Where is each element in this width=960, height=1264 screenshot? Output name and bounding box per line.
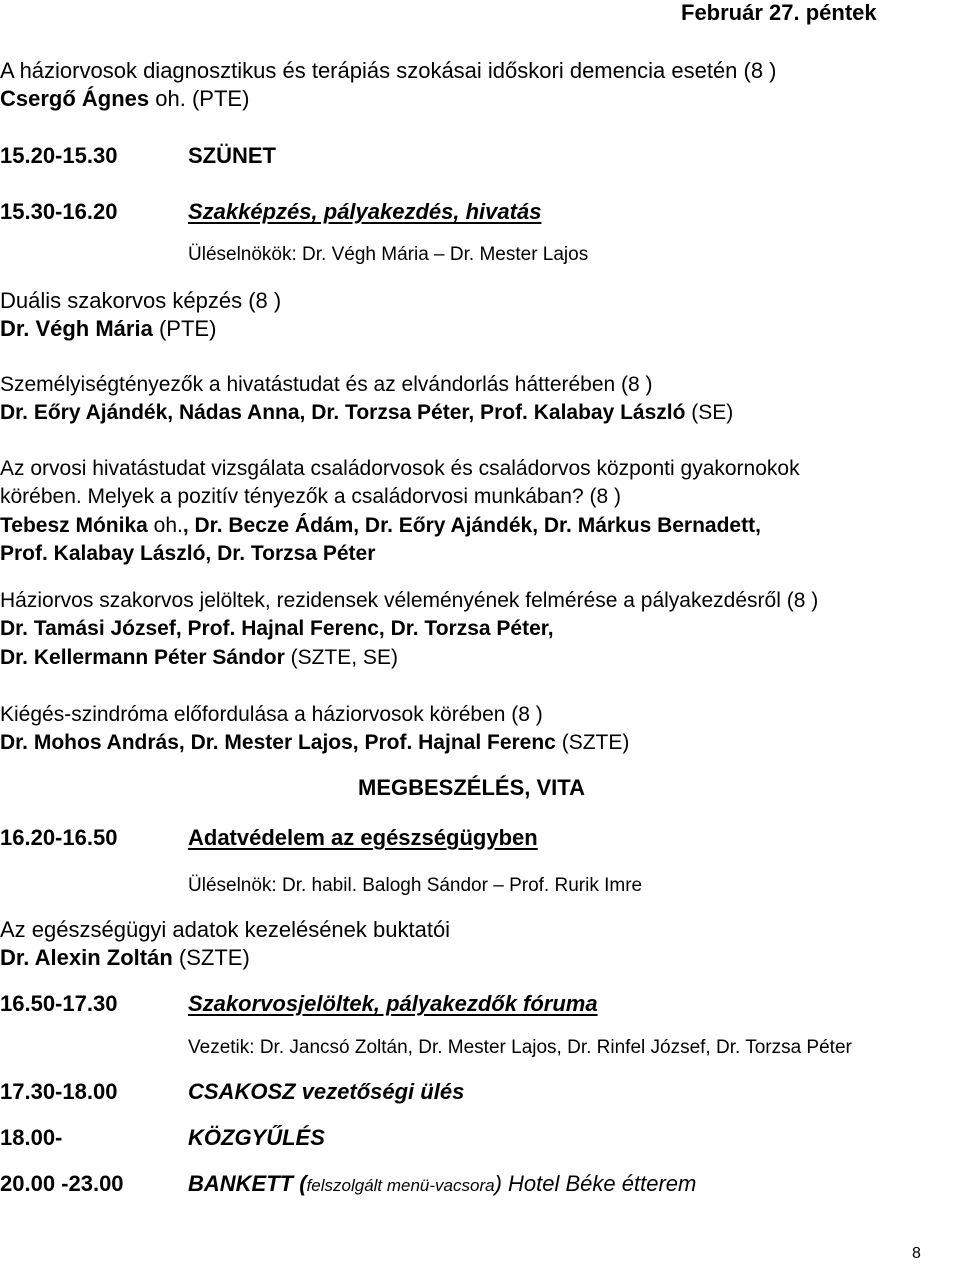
page-date: Február 27. péntek [681,0,877,25]
session-leaders: Vezetik: Dr. Jancsó Zoltán, Dr. Mester Lajos, Dr. Rinfel József, Dr. Torzsa Péter [188,1037,852,1058]
talk-authors-line-2: Dr. Kellermann Péter Sándor (SZTE, SE) [0,646,398,669]
talk-title: Az egészségügyi adatok kezelésének buktatói [0,917,451,942]
session-time: 20.00 -23.00 [0,1171,124,1196]
break-label: SZÜNET [188,143,276,168]
session-time: 15.30-16.20 [0,199,118,224]
talk-title: A háziorvosok diagnosztikus és terápiás szokásai időskori demencia esetén (8 ) [0,58,777,83]
discussion-heading: MEGBESZÉLÉS, VITA [358,775,585,800]
session-time: 18.00- [0,1125,63,1150]
break-time: 15.20-15.30 [0,143,118,168]
session-title: BANKETT (felszolgált menü-vacsora) Hotel Béke étterem [188,1171,697,1196]
talk-title-line-1: Az orvosi hivatástudat vizsgálata családorvosok és családorvos központi gyakornokok [0,457,800,480]
talk-authors-line-1: Dr. Tamási József, Prof. Hajnal Ferenc, Dr. Torzsa Péter, [0,617,554,640]
session-time: 16.20-16.50 [0,825,118,850]
talk-authors-line-2: Prof. Kalabay László, Dr. Torzsa Péter [0,542,376,565]
session-title: Szakorvosjelöltek, pályakezdők fóruma [188,991,598,1016]
talk-authors-line-1: Tebesz Mónika oh., Dr. Becze Ádám, Dr. Eőry Ajándék, Dr. Márkus Bernadett, [0,514,761,537]
session-title: Szakképzés, pályakezdés, hivatás [188,199,542,224]
talk-authors: Dr. Alexin Zoltán (SZTE) [0,945,250,970]
talk-title: Kiégés-szindróma előfordulása a háziorvosok körében (8 ) [0,703,543,726]
talk-authors: Dr. Végh Mária (PTE) [0,316,217,341]
page-number: 8 [912,1245,921,1262]
talk-authors: Csergő Ágnes oh. (PTE) [0,86,250,111]
talk-title-line-2: körében. Melyek a pozitív tényezők a családorvosi munkában? (8 ) [0,485,621,508]
talk-title: Személyiségtényezők a hivatástudat és az elvándorlás hátterében (8 ) [0,373,653,396]
session-time: 17.30-18.00 [0,1079,118,1104]
talk-title: Háziorvos szakorvos jelöltek, rezidensek véleményének felmérése a pályakezdésről (8 ) [0,589,819,612]
talk-title: Duális szakorvos képzés (8 ) [0,288,282,313]
session-title: KÖZGYŰLÉS [188,1125,325,1150]
session-chairs: Üléselnök: Dr. habil. Balogh Sándor – Prof. Rurik Imre [188,875,643,896]
session-time: 16.50-17.30 [0,991,118,1016]
talk-authors: Dr. Mohos András, Dr. Mester Lajos, Prof. Hajnal Ferenc (SZTE) [0,731,630,754]
session-title: Adatvédelem az egészségügyben [188,825,538,850]
session-title: CSAKOSZ vezetőségi ülés [188,1079,465,1104]
session-chairs: Üléselnökök: Dr. Végh Mária – Dr. Mester Lajos [188,244,589,265]
talk-authors: Dr. Eőry Ajándék, Nádas Anna, Dr. Torzsa Péter, Prof. Kalabay László (SE) [0,401,734,424]
